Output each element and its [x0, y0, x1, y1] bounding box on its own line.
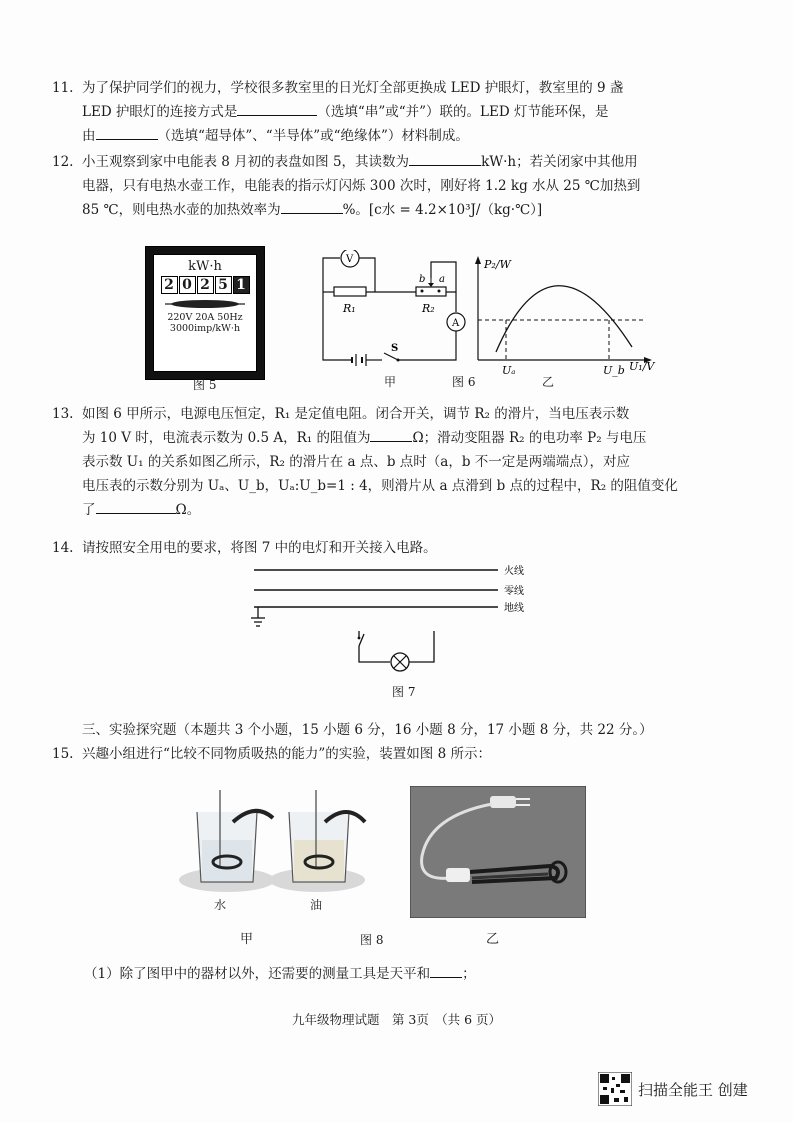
- question-number: 14.: [52, 540, 74, 556]
- meter-spec: 220V 20A 50Hz: [167, 312, 243, 323]
- switch-icon: [359, 634, 364, 646]
- scanner-label: 扫描全能王 创建: [638, 1080, 748, 1099]
- question-text: 请按照安全用电的要求，将图 7 中的电灯和开关接入电路。: [82, 540, 437, 556]
- question-text: （选填“串”或“并”）联的。LED 灯节能环保，是: [317, 104, 609, 120]
- question-text: 电压表的示数分别为 Uₐ、U_b，Uₐ:U_b=1 : 4，则滑片从 a 点滑到 b 点的过程中，R₂ 的阻值变化: [82, 478, 678, 494]
- voltmeter-label: V: [346, 254, 354, 265]
- question-text: Ω。: [175, 502, 201, 518]
- question-number: 12.: [52, 154, 74, 170]
- question-text: （选填“超导体”、“半导体”或“绝缘体”）材料制成。: [157, 128, 469, 144]
- question-text: 由: [82, 128, 96, 144]
- r2-label: R₂: [422, 302, 435, 315]
- question-12: [52, 150, 722, 222]
- ammeter-label: A: [452, 318, 460, 329]
- fig6-caption: 图 6: [452, 375, 476, 389]
- household-wiring-diagram: [246, 558, 536, 678]
- r1-label: R₁: [343, 302, 356, 315]
- plug-icon: [490, 796, 516, 808]
- scanner-watermark: [598, 1072, 748, 1106]
- point-a-label: a: [439, 274, 445, 285]
- water-label: 水: [214, 898, 227, 912]
- question-text: kW·h；若关闭家中其他用: [481, 154, 638, 170]
- question-15-part-1: [84, 962, 724, 986]
- answer-blank[interactable]: [409, 151, 481, 166]
- rheostat-r2-icon: [416, 287, 446, 296]
- question-text: 了: [82, 502, 96, 518]
- fig7-caption: 图 7: [392, 685, 416, 699]
- x-axis-label: U₁/V: [629, 360, 655, 373]
- meter-digits: [154, 276, 256, 294]
- point-b-label: b: [419, 274, 426, 285]
- question-text: 小王观察到家中电能表 8 月初的表盘如图 5，其读数为: [82, 154, 410, 170]
- question-14: [52, 536, 722, 560]
- answer-blank[interactable]: [370, 427, 412, 442]
- question-text: 85 ℃，则电热水壶的加热效率为: [82, 202, 281, 218]
- question-text: 表示数 U₁ 的关系如图乙所示，R₂ 的滑片在 a 点、b 点时（a，b 不一定是两端端点），对应: [82, 454, 631, 470]
- ua-label: Uₐ: [502, 364, 516, 377]
- energy-meter-figure: [145, 246, 265, 380]
- fig8-caption: 图 8: [360, 933, 384, 947]
- meter-digit-decimal: 1: [233, 276, 250, 294]
- answer-blank[interactable]: [237, 101, 317, 116]
- meter-digit: 0: [179, 276, 196, 294]
- question-text: 为 10 V 时，电流表示数为 0.5 A，R₁ 的阻值为: [82, 430, 371, 446]
- question-number: 15.: [52, 746, 74, 762]
- answer-blank[interactable]: [96, 125, 158, 140]
- immersion-heater-photo: [410, 786, 586, 918]
- live-wire-label: 火线: [504, 566, 524, 577]
- meter-constant: 3000imp/kW·h: [169, 323, 241, 334]
- beakers-caption: 甲: [240, 932, 254, 947]
- power-voltage-graph: [472, 252, 672, 377]
- circuit-caption: 甲: [384, 375, 397, 389]
- meter-digit: 5: [215, 276, 232, 294]
- power-curve: [496, 286, 632, 352]
- meter-unit: kW·h: [188, 259, 222, 274]
- question-number: 11.: [52, 80, 74, 96]
- graph-caption: 乙: [542, 375, 555, 389]
- ub-label: U_b: [603, 364, 625, 377]
- fig5-caption: 图 5: [193, 378, 217, 392]
- question-11: [52, 76, 722, 148]
- qr-code-icon: [598, 1072, 632, 1106]
- answer-blank[interactable]: [430, 963, 462, 978]
- question-13: [52, 402, 722, 522]
- question-text: 如图 6 甲所示，电源电压恒定，R₁ 是定值电阻。闭合开关，调节 R₂ 的滑片，当电压表示数: [82, 406, 630, 422]
- heater-caption: 乙: [486, 932, 500, 947]
- question-text: （1）除了图甲中的器材以外，还需要的测量工具是天平和: [84, 966, 431, 982]
- question-number: 13.: [52, 406, 74, 422]
- meter-disc-icon: [155, 297, 255, 311]
- meter-digit: 2: [161, 276, 178, 294]
- question-text: %。[c水 = 4.2×10³J/（kg·℃）]: [342, 202, 543, 218]
- question-text: 电器，只有电热水壶工作，电能表的指示灯闪烁 300 次时，刚好将 1.2 kg 水从 25 ℃加热到: [82, 178, 641, 194]
- beakers-photo: [175, 782, 375, 900]
- question-15: [52, 742, 722, 766]
- question-text: Ω；滑动变阻器 R₂ 的电功率 P₂ 与电压: [412, 430, 647, 446]
- switch-label: S: [391, 343, 399, 354]
- meter-digit: 2: [197, 276, 214, 294]
- y-axis-label: P₂/W: [484, 258, 511, 271]
- question-text: 兴趣小组进行“比较不同物质吸热的能力”的实验，装置如图 8 所示：: [82, 746, 491, 762]
- question-text: 为了保护同学们的视力，学校很多教室里的日光灯全部更换成 LED 护眼灯，教室里的 9 盏: [82, 80, 624, 96]
- heater-handle-icon: [446, 868, 470, 882]
- neutral-wire-label: 零线: [504, 586, 524, 597]
- section-title: 三、实验探究题（本题共 3 个小题，15 小题 6 分，16 小题 8 分，17 小题 8 分，共 22 分。）: [82, 722, 653, 738]
- ground-wire-label: 地线: [504, 603, 524, 614]
- answer-blank[interactable]: [281, 199, 343, 214]
- switch-icon: [384, 353, 398, 360]
- page-footer: 九年级物理试题 第 3页 （共 6 页）: [291, 1012, 502, 1027]
- oil-label: 油: [310, 898, 323, 912]
- circuit-diagram: [318, 250, 468, 368]
- question-text: ；: [462, 966, 476, 982]
- resistor-r1-icon: [334, 287, 366, 296]
- section-3-heading: [82, 718, 742, 742]
- question-text: LED 护眼灯的连接方式是: [82, 104, 238, 120]
- answer-blank[interactable]: [96, 499, 176, 514]
